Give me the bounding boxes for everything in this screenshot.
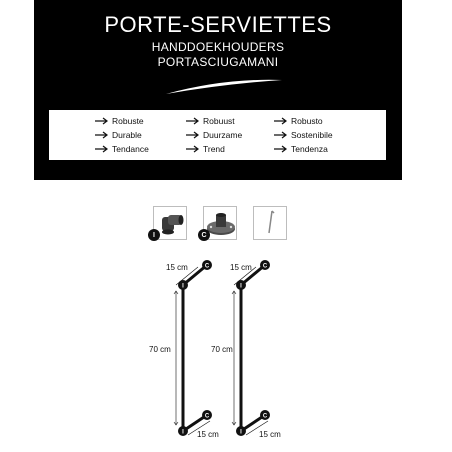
badge-i: I: [182, 429, 184, 436]
badge-c: C: [204, 263, 210, 270]
swoosh-icon: [164, 74, 284, 96]
towel-rack-left: [149, 260, 219, 439]
feature-item: Robusto: [274, 116, 323, 126]
badge-c: C: [204, 413, 210, 420]
badge-i: I: [182, 283, 184, 290]
dim-top-length: 15 cm: [166, 263, 188, 272]
fitting-flange: [203, 206, 237, 240]
arrow-right-icon: [274, 131, 287, 139]
badge-i: I: [148, 229, 160, 241]
badge-i: I: [240, 429, 242, 436]
feature-item: Sostenibile: [274, 130, 333, 140]
subtitle-dutch: HANDDOEKHOUDERS: [151, 40, 285, 54]
fitting-pipe: [253, 206, 287, 240]
feature-item: Duurzame: [186, 130, 242, 140]
arrow-right-icon: [274, 117, 287, 125]
arrow-right-icon: [186, 131, 199, 139]
dim-bottom-length: 15 cm: [197, 430, 219, 439]
feature-item: Trend: [186, 144, 225, 154]
pipe-icon: [254, 207, 288, 241]
arrow-right-icon: [95, 117, 108, 125]
badge-i: I: [240, 283, 242, 290]
subtitle-italian: PORTASCIUGAMANI: [157, 55, 279, 69]
page-title: PORTE-SERVIETTES: [104, 12, 332, 37]
dim-height: 70 cm: [149, 345, 171, 354]
badge-c: C: [198, 229, 210, 241]
feature-item: Tendance: [95, 144, 149, 154]
badge-c: C: [262, 263, 268, 270]
feature-item: Durable: [95, 130, 142, 140]
arrow-right-icon: [95, 145, 108, 153]
arrow-right-icon: [95, 131, 108, 139]
fitting-elbow: [153, 206, 187, 240]
arrow-right-icon: [274, 145, 287, 153]
dim-top-length: 15 cm: [230, 263, 252, 272]
dim-height: 70 cm: [211, 345, 233, 354]
badge-c: C: [262, 413, 268, 420]
feature-item: Robuust: [186, 116, 235, 126]
feature-list: [49, 110, 386, 160]
towel-rack-right: [211, 260, 281, 439]
dim-bottom-length: 15 cm: [259, 430, 281, 439]
feature-item: Robuste: [95, 116, 144, 126]
arrow-right-icon: [186, 117, 199, 125]
dimension-diagram: [0, 255, 452, 452]
arrow-right-icon: [186, 145, 199, 153]
feature-item: Tendenza: [274, 144, 328, 154]
